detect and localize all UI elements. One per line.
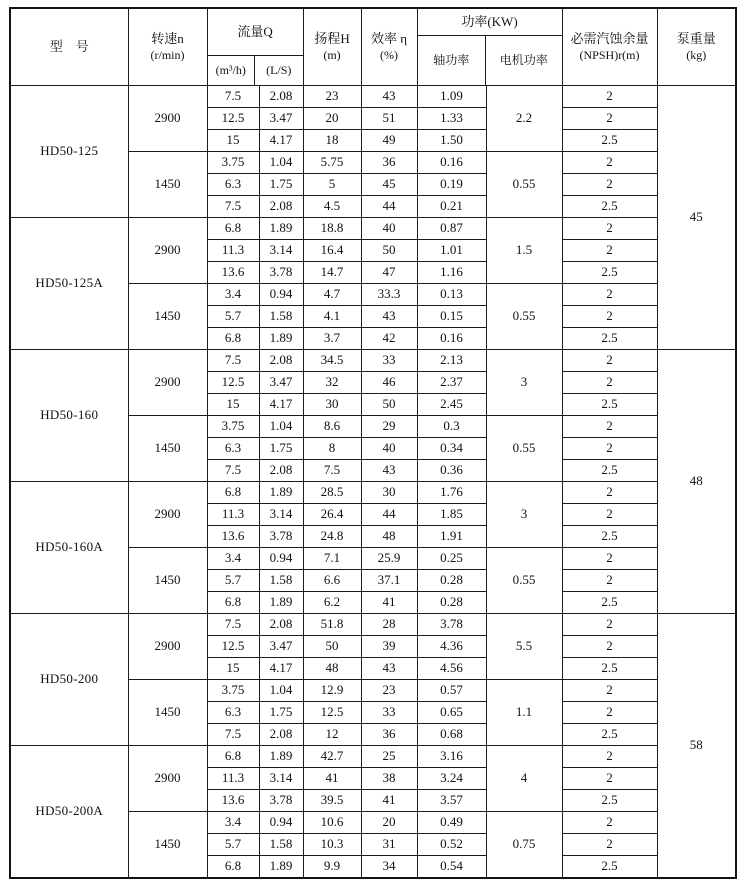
cell-motor-power: 3 <box>486 482 562 548</box>
cell-head: 20 <box>303 108 361 130</box>
cell-efficiency: 51 <box>361 108 417 130</box>
cell-npsh: 2.5 <box>562 328 657 350</box>
cell-flow-m3h: 11.3 <box>207 240 259 262</box>
cell-head: 6.2 <box>303 592 361 614</box>
cell-flow-m3h: 3.75 <box>207 416 259 438</box>
cell-npsh: 2 <box>562 108 657 130</box>
cell-npsh: 2 <box>562 86 657 108</box>
cell-shaft-power: 1.50 <box>417 130 486 152</box>
cell-head: 32 <box>303 372 361 394</box>
cell-npsh: 2.5 <box>562 196 657 218</box>
cell-shaft-power: 3.24 <box>417 768 486 790</box>
cell-shaft-power: 0.68 <box>417 724 486 746</box>
cell-npsh: 2.5 <box>562 592 657 614</box>
cell-flow-m3h: 6.8 <box>207 746 259 768</box>
cell-efficiency: 31 <box>361 834 417 856</box>
cell-flow-ls: 1.75 <box>259 438 303 460</box>
cell-flow-m3h: 7.5 <box>207 350 259 372</box>
cell-shaft-power: 0.49 <box>417 812 486 834</box>
cell-flow-ls: 1.89 <box>259 218 303 240</box>
cell-head: 28.5 <box>303 482 361 504</box>
cell-flow-ls: 1.89 <box>259 856 303 878</box>
cell-shaft-power: 3.78 <box>417 614 486 636</box>
cell-motor-power: 3 <box>486 350 562 416</box>
cell-npsh: 2 <box>562 284 657 306</box>
cell-flow-ls: 2.08 <box>259 86 303 108</box>
cell-head: 48 <box>303 658 361 680</box>
model-column-header <box>10 8 128 86</box>
cell-shaft-power: 2.45 <box>417 394 486 416</box>
cell-efficiency: 46 <box>361 372 417 394</box>
cell-npsh: 2 <box>562 350 657 372</box>
cell-npsh: 2 <box>562 812 657 834</box>
cell-npsh: 2 <box>562 548 657 570</box>
cell-head: 23 <box>303 86 361 108</box>
cell-shaft-power: 0.28 <box>417 570 486 592</box>
cell-speed-rpm: 2900 <box>128 746 207 812</box>
table-row <box>10 218 736 240</box>
cell-flow-ls: 1.04 <box>259 680 303 702</box>
table-row <box>10 350 736 372</box>
cell-flow-ls: 1.58 <box>259 834 303 856</box>
cell-npsh: 2.5 <box>562 130 657 152</box>
cell-shaft-power: 0.16 <box>417 152 486 174</box>
table-body <box>10 86 736 878</box>
header-row <box>10 8 736 86</box>
head-header-unit: (m) <box>323 47 341 62</box>
cell-npsh: 2 <box>562 240 657 262</box>
cell-npsh: 2 <box>562 702 657 724</box>
cell-speed-rpm: 2900 <box>128 350 207 416</box>
cell-npsh: 2.5 <box>562 262 657 284</box>
cell-npsh: 2 <box>562 768 657 790</box>
cell-flow-m3h: 7.5 <box>207 724 259 746</box>
cell-motor-power: 0.75 <box>486 812 562 878</box>
cell-efficiency: 30 <box>361 482 417 504</box>
cell-flow-m3h: 15 <box>207 394 259 416</box>
cell-shaft-power: 3.16 <box>417 746 486 768</box>
cell-motor-power: 0.55 <box>486 152 562 218</box>
cell-npsh: 2.5 <box>562 394 657 416</box>
table-row <box>10 482 736 504</box>
cell-head: 8 <box>303 438 361 460</box>
cell-efficiency: 33 <box>361 702 417 724</box>
cell-shaft-power: 0.34 <box>417 438 486 460</box>
cell-model-name: HD50-160 <box>10 350 128 482</box>
cell-head: 7.5 <box>303 460 361 482</box>
cell-flow-m3h: 6.8 <box>207 218 259 240</box>
cell-flow-ls: 1.58 <box>259 570 303 592</box>
cell-efficiency: 45 <box>361 174 417 196</box>
cell-efficiency: 23 <box>361 680 417 702</box>
cell-shaft-power: 0.3 <box>417 416 486 438</box>
cell-flow-m3h: 7.5 <box>207 196 259 218</box>
cell-head: 14.7 <box>303 262 361 284</box>
cell-speed-rpm: 1450 <box>128 416 207 482</box>
cell-shaft-power: 0.87 <box>417 218 486 240</box>
cell-efficiency: 44 <box>361 504 417 526</box>
cell-npsh: 2.5 <box>562 856 657 878</box>
power-column-header <box>417 8 562 86</box>
cell-flow-ls: 3.14 <box>259 240 303 262</box>
speed-header-unit: (r/min) <box>150 47 185 62</box>
cell-flow-m3h: 12.5 <box>207 636 259 658</box>
cell-npsh: 2 <box>562 218 657 240</box>
cell-flow-ls: 1.89 <box>259 482 303 504</box>
cell-shaft-power: 1.09 <box>417 86 486 108</box>
cell-flow-ls: 0.94 <box>259 812 303 834</box>
cell-flow-m3h: 5.7 <box>207 570 259 592</box>
cell-flow-ls: 0.94 <box>259 284 303 306</box>
cell-flow-ls: 3.47 <box>259 372 303 394</box>
cell-flow-m3h: 6.3 <box>207 438 259 460</box>
cell-flow-m3h: 13.6 <box>207 526 259 548</box>
cell-flow-m3h: 6.8 <box>207 592 259 614</box>
cell-pump-weight: 48 <box>657 350 736 614</box>
cell-efficiency: 40 <box>361 438 417 460</box>
cell-head: 26.4 <box>303 504 361 526</box>
cell-shaft-power: 0.15 <box>417 306 486 328</box>
cell-npsh: 2 <box>562 306 657 328</box>
cell-efficiency: 41 <box>361 790 417 812</box>
cell-shaft-power: 3.57 <box>417 790 486 812</box>
pump-spec-table <box>9 7 737 879</box>
cell-npsh: 2 <box>562 482 657 504</box>
cell-flow-m3h: 3.4 <box>207 812 259 834</box>
cell-flow-m3h: 3.4 <box>207 284 259 306</box>
cell-flow-m3h: 7.5 <box>207 86 259 108</box>
speed-header-label: 转速n <box>151 31 184 47</box>
cell-efficiency: 48 <box>361 526 417 548</box>
cell-flow-m3h: 11.3 <box>207 504 259 526</box>
cell-head: 3.7 <box>303 328 361 350</box>
cell-head: 8.6 <box>303 416 361 438</box>
cell-shaft-power: 0.25 <box>417 548 486 570</box>
cell-flow-m3h: 6.8 <box>207 328 259 350</box>
cell-npsh: 2.5 <box>562 790 657 812</box>
cell-model-name: HD50-200 <box>10 614 128 746</box>
cell-npsh: 2.5 <box>562 658 657 680</box>
cell-efficiency: 33 <box>361 350 417 372</box>
npsh-column-header <box>562 8 657 86</box>
cell-npsh: 2.5 <box>562 460 657 482</box>
cell-flow-ls: 1.89 <box>259 592 303 614</box>
cell-shaft-power: 0.54 <box>417 856 486 878</box>
cell-flow-m3h: 3.4 <box>207 548 259 570</box>
cell-efficiency: 40 <box>361 218 417 240</box>
flow-column-header <box>207 8 303 86</box>
cell-flow-ls: 2.08 <box>259 614 303 636</box>
cell-npsh: 2 <box>562 570 657 592</box>
flow-subheader-row <box>208 56 303 85</box>
cell-shaft-power: 0.13 <box>417 284 486 306</box>
cell-npsh: 2 <box>562 834 657 856</box>
cell-npsh: 2 <box>562 174 657 196</box>
cell-efficiency: 44 <box>361 196 417 218</box>
cell-flow-ls: 2.08 <box>259 460 303 482</box>
cell-flow-m3h: 3.75 <box>207 152 259 174</box>
weight-column-header <box>657 8 736 86</box>
cell-efficiency: 50 <box>361 394 417 416</box>
efficiency-header-label: 效率 η <box>370 31 408 47</box>
cell-shaft-power: 1.76 <box>417 482 486 504</box>
cell-flow-m3h: 13.6 <box>207 790 259 812</box>
cell-speed-rpm: 2900 <box>128 614 207 680</box>
power-header-label: 功率(KW) <box>418 9 562 36</box>
cell-efficiency: 43 <box>361 658 417 680</box>
cell-flow-m3h: 5.7 <box>207 834 259 856</box>
shaft-power-label: 轴功率 <box>418 36 486 85</box>
cell-speed-rpm: 2900 <box>128 218 207 284</box>
cell-flow-m3h: 6.3 <box>207 174 259 196</box>
table-row <box>10 614 736 636</box>
cell-flow-m3h: 13.6 <box>207 262 259 284</box>
weight-header-label: 泵重量 <box>676 31 716 47</box>
cell-npsh: 2 <box>562 504 657 526</box>
power-subheader-row <box>418 36 562 85</box>
cell-efficiency: 37.1 <box>361 570 417 592</box>
cell-flow-ls: 2.08 <box>259 724 303 746</box>
cell-head: 5.75 <box>303 152 361 174</box>
cell-flow-ls: 3.14 <box>259 504 303 526</box>
cell-npsh: 2.5 <box>562 724 657 746</box>
cell-speed-rpm: 1450 <box>128 680 207 746</box>
cell-efficiency: 43 <box>361 306 417 328</box>
cell-npsh: 2 <box>562 614 657 636</box>
cell-head: 12.9 <box>303 680 361 702</box>
cell-efficiency: 41 <box>361 592 417 614</box>
cell-flow-m3h: 15 <box>207 130 259 152</box>
flow-header-label: 流量Q <box>208 9 303 56</box>
cell-pump-weight: 58 <box>657 614 736 878</box>
cell-head: 50 <box>303 636 361 658</box>
speed-column-header <box>128 8 207 86</box>
cell-flow-ls: 1.04 <box>259 152 303 174</box>
cell-head: 41 <box>303 768 361 790</box>
cell-flow-ls: 4.17 <box>259 394 303 416</box>
cell-head: 12 <box>303 724 361 746</box>
cell-npsh: 2 <box>562 416 657 438</box>
cell-flow-ls: 2.08 <box>259 350 303 372</box>
cell-flow-ls: 1.58 <box>259 306 303 328</box>
cell-shaft-power: 4.56 <box>417 658 486 680</box>
cell-motor-power: 1.5 <box>486 218 562 284</box>
weight-header-unit: (kg) <box>686 47 707 62</box>
cell-model-name: HD50-125 <box>10 86 128 218</box>
cell-flow-ls: 3.14 <box>259 768 303 790</box>
cell-efficiency: 47 <box>361 262 417 284</box>
cell-shaft-power: 2.13 <box>417 350 486 372</box>
cell-flow-ls: 4.17 <box>259 658 303 680</box>
cell-motor-power: 5.5 <box>486 614 562 680</box>
cell-flow-ls: 1.89 <box>259 328 303 350</box>
cell-head: 12.5 <box>303 702 361 724</box>
npsh-header-unit: (NPSH)r(m) <box>579 47 640 62</box>
cell-flow-ls: 3.47 <box>259 636 303 658</box>
cell-flow-ls: 4.17 <box>259 130 303 152</box>
cell-shaft-power: 0.21 <box>417 196 486 218</box>
cell-efficiency: 33.3 <box>361 284 417 306</box>
head-column-header <box>303 8 361 86</box>
cell-flow-ls: 3.47 <box>259 108 303 130</box>
cell-shaft-power: 1.91 <box>417 526 486 548</box>
table-header <box>10 8 736 86</box>
cell-flow-m3h: 7.5 <box>207 460 259 482</box>
cell-efficiency: 43 <box>361 460 417 482</box>
cell-shaft-power: 0.19 <box>417 174 486 196</box>
cell-shaft-power: 4.36 <box>417 636 486 658</box>
cell-head: 16.4 <box>303 240 361 262</box>
cell-model-name: HD50-125A <box>10 218 128 350</box>
cell-speed-rpm: 2900 <box>128 482 207 548</box>
cell-head: 7.1 <box>303 548 361 570</box>
cell-efficiency: 28 <box>361 614 417 636</box>
cell-motor-power: 0.55 <box>486 284 562 350</box>
cell-shaft-power: 1.85 <box>417 504 486 526</box>
cell-motor-power: 4 <box>486 746 562 812</box>
cell-npsh: 2.5 <box>562 526 657 548</box>
cell-speed-rpm: 1450 <box>128 152 207 218</box>
flow-ls-unit-label: (L/S) <box>266 63 292 77</box>
cell-npsh: 2 <box>562 636 657 658</box>
cell-flow-m3h: 15 <box>207 658 259 680</box>
cell-efficiency: 20 <box>361 812 417 834</box>
cell-flow-ls: 1.04 <box>259 416 303 438</box>
cell-shaft-power: 0.36 <box>417 460 486 482</box>
cell-shaft-power: 1.01 <box>417 240 486 262</box>
cell-speed-rpm: 1450 <box>128 548 207 614</box>
cell-flow-ls: 1.89 <box>259 746 303 768</box>
cell-head: 30 <box>303 394 361 416</box>
cell-flow-ls: 1.75 <box>259 702 303 724</box>
cell-shaft-power: 0.65 <box>417 702 486 724</box>
cell-efficiency: 36 <box>361 724 417 746</box>
cell-flow-m3h: 6.8 <box>207 856 259 878</box>
cell-efficiency: 43 <box>361 86 417 108</box>
efficiency-column-header <box>361 8 417 86</box>
cell-motor-power: 0.55 <box>486 416 562 482</box>
cell-efficiency: 36 <box>361 152 417 174</box>
cell-head: 18 <box>303 130 361 152</box>
cell-efficiency: 49 <box>361 130 417 152</box>
cell-npsh: 2 <box>562 372 657 394</box>
cell-flow-ls: 2.08 <box>259 196 303 218</box>
cell-flow-m3h: 6.3 <box>207 702 259 724</box>
cell-head: 4.1 <box>303 306 361 328</box>
cell-flow-m3h: 7.5 <box>207 614 259 636</box>
cell-shaft-power: 0.57 <box>417 680 486 702</box>
cell-head: 34.5 <box>303 350 361 372</box>
cell-npsh: 2 <box>562 680 657 702</box>
cell-efficiency: 38 <box>361 768 417 790</box>
cell-head: 24.8 <box>303 526 361 548</box>
cell-shaft-power: 1.16 <box>417 262 486 284</box>
cell-shaft-power: 0.28 <box>417 592 486 614</box>
cell-head: 39.5 <box>303 790 361 812</box>
cell-shaft-power: 0.16 <box>417 328 486 350</box>
cell-head: 51.8 <box>303 614 361 636</box>
cell-head: 4.7 <box>303 284 361 306</box>
cell-flow-m3h: 6.8 <box>207 482 259 504</box>
cell-efficiency: 25.9 <box>361 548 417 570</box>
cell-efficiency: 42 <box>361 328 417 350</box>
cell-speed-rpm: 1450 <box>128 812 207 878</box>
cell-speed-rpm: 2900 <box>128 86 207 152</box>
cell-motor-power: 1.1 <box>486 680 562 746</box>
cell-flow-ls: 0.94 <box>259 548 303 570</box>
cell-head: 4.5 <box>303 196 361 218</box>
cell-npsh: 2 <box>562 152 657 174</box>
cell-flow-m3h: 3.75 <box>207 680 259 702</box>
cell-flow-m3h: 5.7 <box>207 306 259 328</box>
cell-flow-m3h: 12.5 <box>207 372 259 394</box>
cell-motor-power: 2.2 <box>486 86 562 152</box>
cell-efficiency: 50 <box>361 240 417 262</box>
cell-speed-rpm: 1450 <box>128 284 207 350</box>
cell-model-name: HD50-160A <box>10 482 128 614</box>
cell-npsh: 2 <box>562 438 657 460</box>
cell-efficiency: 39 <box>361 636 417 658</box>
cell-head: 9.9 <box>303 856 361 878</box>
head-header-label: 扬程H <box>314 31 350 47</box>
table-row <box>10 86 736 108</box>
cell-efficiency: 34 <box>361 856 417 878</box>
cell-flow-ls: 1.75 <box>259 174 303 196</box>
cell-shaft-power: 2.37 <box>417 372 486 394</box>
cell-head: 5 <box>303 174 361 196</box>
cell-pump-weight: 45 <box>657 86 736 350</box>
flow-m3h-unit-label: (m³/h) <box>208 56 256 85</box>
cell-flow-ls: 3.78 <box>259 526 303 548</box>
npsh-header-label: 必需汽蚀余量 <box>570 31 649 47</box>
motor-power-label: 电机功率 <box>499 53 548 67</box>
cell-flow-ls: 3.78 <box>259 790 303 812</box>
cell-motor-power: 0.55 <box>486 548 562 614</box>
cell-head: 18.8 <box>303 218 361 240</box>
cell-head: 10.6 <box>303 812 361 834</box>
cell-head: 10.3 <box>303 834 361 856</box>
cell-shaft-power: 1.33 <box>417 108 486 130</box>
efficiency-header-unit: (%) <box>380 47 399 62</box>
cell-head: 6.6 <box>303 570 361 592</box>
cell-efficiency: 25 <box>361 746 417 768</box>
cell-shaft-power: 0.52 <box>417 834 486 856</box>
model-header-label: 型 号 <box>49 38 89 54</box>
table-row <box>10 746 736 768</box>
cell-efficiency: 29 <box>361 416 417 438</box>
cell-flow-m3h: 12.5 <box>207 108 259 130</box>
cell-flow-m3h: 11.3 <box>207 768 259 790</box>
cell-flow-ls: 3.78 <box>259 262 303 284</box>
cell-npsh: 2 <box>562 746 657 768</box>
cell-model-name: HD50-200A <box>10 746 128 878</box>
cell-head: 42.7 <box>303 746 361 768</box>
